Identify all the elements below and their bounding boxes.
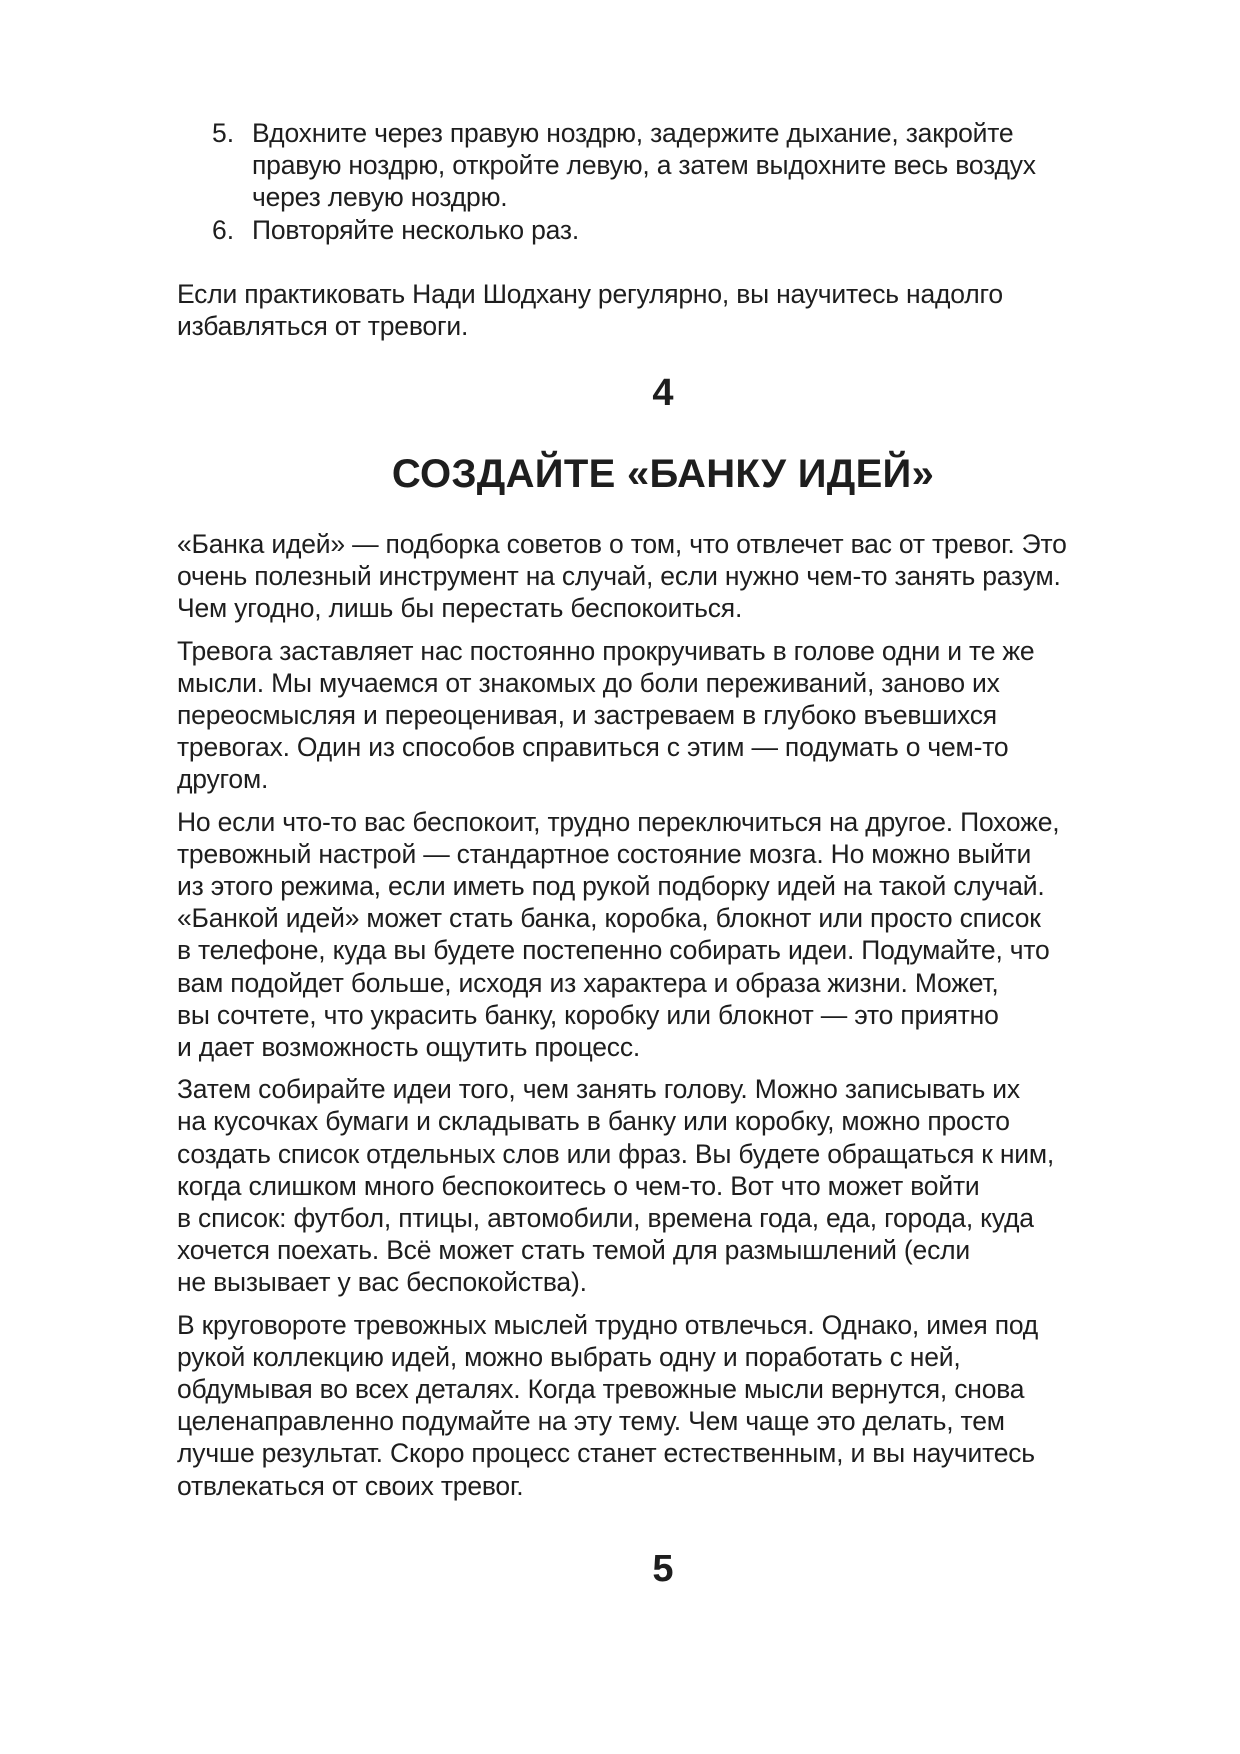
text-line: очень полезный инструмент на случай, если нужно чем-то занять разум. [177,561,1061,592]
chapter-title: СОЗДАЙТЕ «БАНКУ ИДЕЙ» [391,452,935,496]
text-line: вы сочтете, что украсить банку, коробку или блокнот — это приятно [177,999,999,1030]
text-line: В круговороте тревожных мыслей трудно отвлечься. Однако, имея под [177,1309,1039,1340]
text-line: в телефоне, куда вы будете постепенно собирать идеи. Подумайте, что [177,935,1050,966]
text-line: избавляться от тревоги. [177,311,469,342]
text-line: лучше результат. Скоро процесс станет естественным, и вы научитесь [177,1438,1035,1469]
text-line: Но если что-то вас беспокоит, трудно переключиться на другое. Похоже, [177,806,1060,837]
text-line: рукой коллекцию идей, можно выбрать одну и поработать с ней, [177,1341,961,1372]
paragraph [177,1309,1067,1502]
paragraph-after-list [177,278,1003,342]
list-number: 5. [212,118,235,148]
text-line: другом. [177,764,269,795]
chapter-number: 4 [652,372,674,414]
text-line: Затем собирайте идеи того, чем занять голову. Можно записывать их [177,1074,1020,1105]
text-line: Вдохните через правую ноздрю, задержите дыхание, закройте [252,118,1014,148]
text-line: когда слишком много беспокоитесь о чем-то. Вот что может войти [177,1170,980,1201]
chapter-body [177,528,1067,1512]
list-text [252,117,1036,214]
text-line: хочется поехать. Всё может стать темой для размышлений (если [177,1235,970,1266]
text-line: в список: футбол, птицы, автомобили, времена года, еда, города, куда [177,1203,1034,1234]
text-line: Тревога заставляет нас постоянно прокручивать в голове одни и те же [177,635,1035,666]
text-line: правую ноздрю, откройте левую, а затем выдохните весь воздух [252,150,1036,181]
text-line: из этого режима, если иметь под рукой подборку идей на такой случай. [177,871,1045,902]
text-line: отвлекаться от своих тревог. [177,1470,524,1501]
text-line: целенаправленно подумайте на эту тему. Чем чаще это делать, тем [177,1406,1005,1437]
text-line: переосмысляя и переоценивая, и застреваем в глубоко въевшихся [177,700,997,731]
paragraph [177,635,1067,796]
text-line: тревожный настрой — стандартное состояние мозга. Но можно выйти [177,838,1032,869]
paragraph [177,1073,1067,1298]
text-line: тревогах. Один из способов справиться с этим — подумать о чем-то [177,732,1009,763]
text-line: Чем угодно, лишь бы перестать беспокоиться. [177,593,743,624]
text-line: создать список отдельных слов или фраз. Вы будете обращаться к ним, [177,1138,1055,1169]
list-item [212,117,1036,214]
text-line: не вызывает у вас беспокойства). [177,1267,587,1298]
paragraph [177,806,1067,1064]
text-line: обдумывая во всех деталях. Когда тревожные мысли вернутся, снова [177,1374,1025,1405]
paragraph [177,528,1067,625]
page-number: 5 [652,1548,674,1590]
text-line: на кусочках бумаги и складывать в банку или коробку, можно просто [177,1106,1010,1137]
list-item [212,214,1036,246]
text-line: вам подойдет больше, исходя из характера и образа жизни. Может, [177,967,999,998]
list-text [252,214,579,246]
text-line: Если практиковать Нади Шодхану регулярно, вы научитесь надолго [177,279,1003,309]
text-line: мысли. Мы мучаемся от знакомых до боли переживаний, заново их [177,667,1000,698]
text-line: и дает возможность ощутить процесс. [177,1032,641,1063]
text-line: «Банка идей» — подборка советов о том, что отвлечет вас от тревог. Это [177,529,1067,559]
numbered-list [212,117,1036,246]
list-number: 6. [212,214,235,245]
text-line: «Банкой идей» может стать банка, коробка, блокнот или просто список [177,903,1041,934]
text-line: через левую ноздрю. [252,182,508,213]
text-line: Повторяйте несколько раз. [252,214,580,245]
